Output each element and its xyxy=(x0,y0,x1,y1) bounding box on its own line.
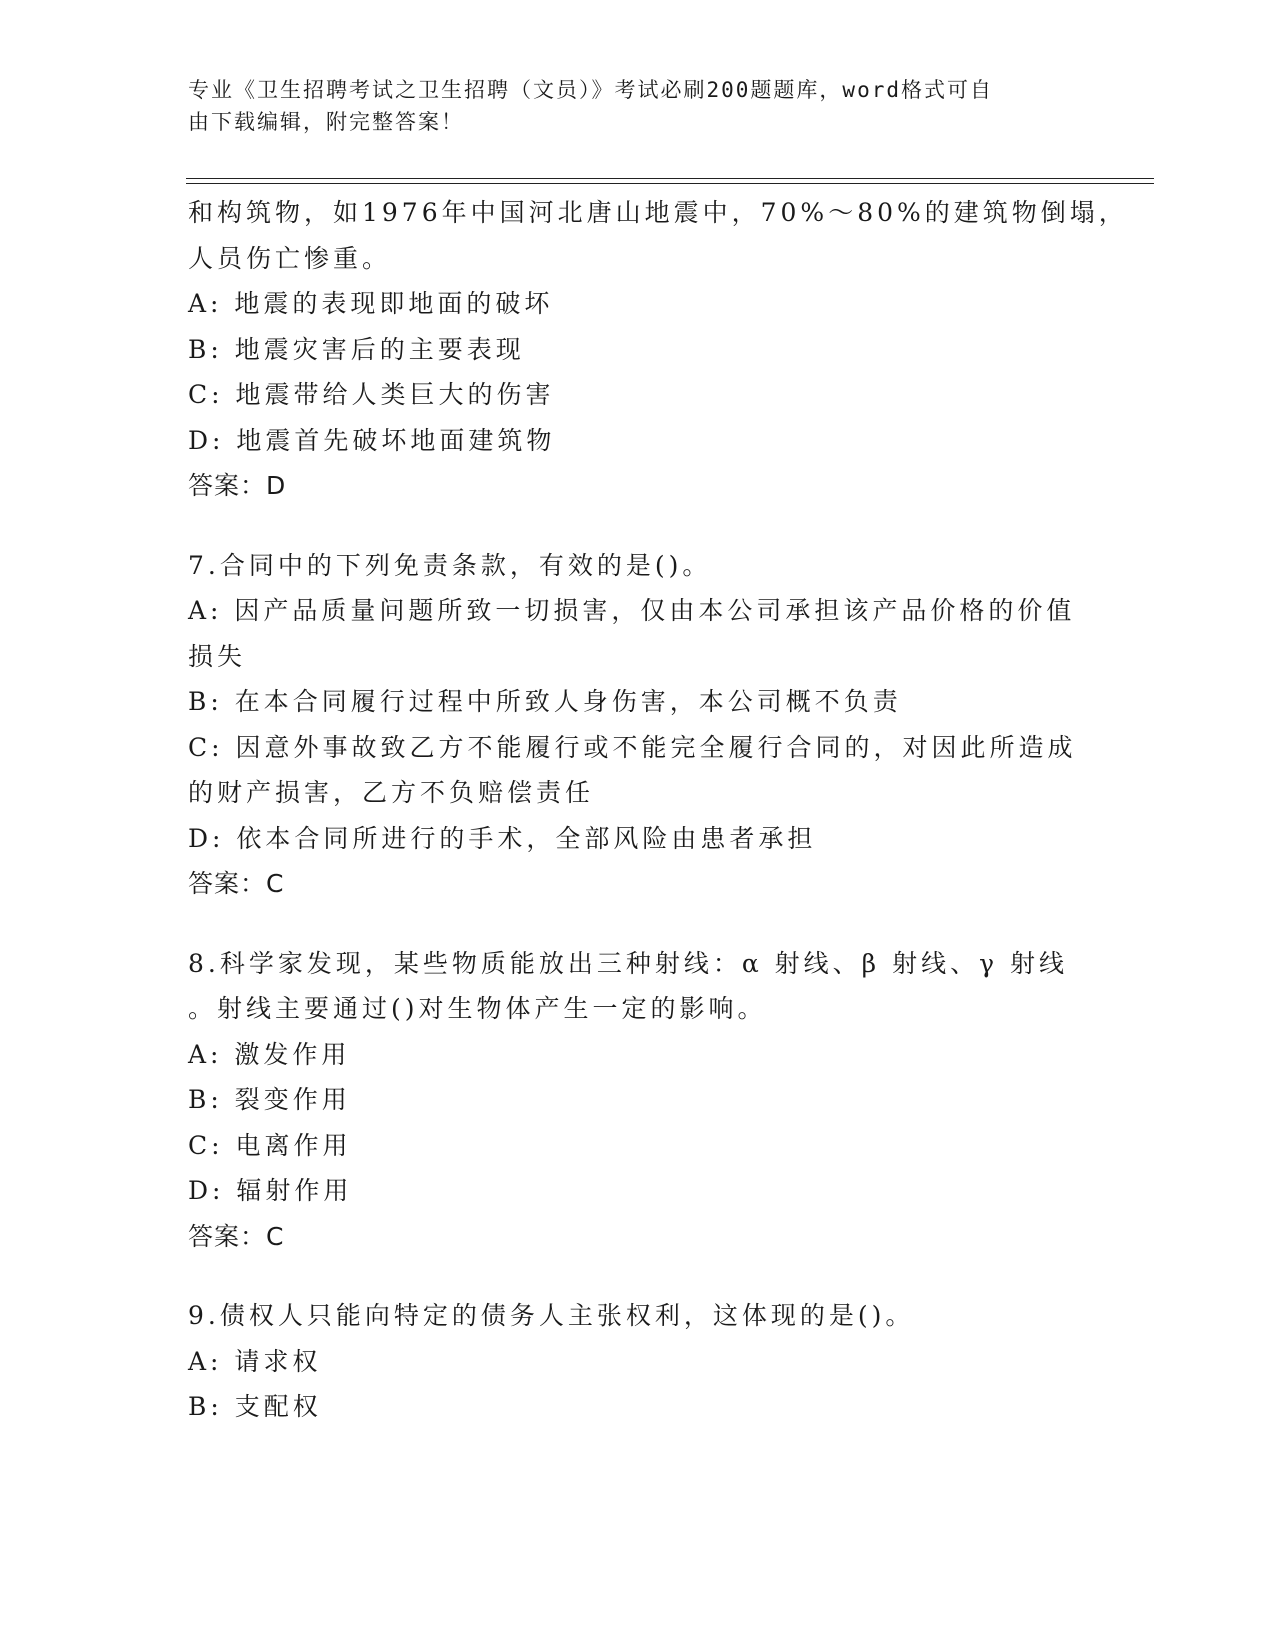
document-header xyxy=(188,74,1068,138)
option-d: D: 辐射作用 xyxy=(188,1176,353,1205)
question-text-line-2: 人员伤亡惨重。 xyxy=(188,243,392,273)
question-9 xyxy=(188,1293,1088,1430)
document-body xyxy=(188,190,1128,1430)
option-a-line-1: A: 因产品质量问题所致一切损害，仅由本公司承担该产品价格的价值 xyxy=(188,596,1076,625)
option-b: B: 在本合同履行过程中所致人身伤害，本公司概不负责 xyxy=(188,687,902,716)
question-7 xyxy=(188,543,1088,907)
spacer xyxy=(188,907,1088,941)
answer-line: 答案：C xyxy=(188,869,285,898)
header-divider-top xyxy=(186,178,1154,179)
question-continuation xyxy=(188,190,1128,509)
spacer xyxy=(188,1259,1088,1293)
question-8 xyxy=(188,941,1088,1260)
option-a: A: 地震的表现即地面的破坏 xyxy=(188,289,554,318)
option-b: B: 支配权 xyxy=(188,1392,322,1421)
spacer xyxy=(188,509,1088,543)
option-c-line-1: C: 因意外事故致乙方不能履行或不能完全履行合同的，对因此所造成 xyxy=(188,732,1077,762)
option-c-line-2: 的财产损害，乙方不负赔偿责任 xyxy=(188,778,595,807)
answer-line: 答案：D xyxy=(188,471,287,500)
header-line-1: 专业《卫生招聘考试之卫生招聘（文员）》考试必刷200题题库，word格式可自 xyxy=(188,78,993,102)
question-text: 7.合同中的下列免责条款，有效的是()。 xyxy=(188,550,712,580)
option-d: D: 依本合同所进行的手术，全部风险由患者承担 xyxy=(188,823,817,853)
option-a: A: 请求权 xyxy=(188,1346,322,1376)
option-d: D: 地震首先破坏地面建筑物 xyxy=(188,425,556,455)
question-text-line-1: 和构筑物，如1976年中国河北唐山地震中，70%～80%的建筑物倒塌， xyxy=(188,198,1128,227)
option-c: C: 地震带给人类巨大的伤害 xyxy=(188,380,555,409)
option-a-line-2: 损失 xyxy=(188,641,247,671)
option-b: B: 裂变作用 xyxy=(188,1085,351,1114)
question-text-line-1: 8.科学家发现，某些物质能放出三种射线：α 射线、β 射线、γ 射线 xyxy=(188,948,1068,978)
option-c: C: 电离作用 xyxy=(188,1130,352,1160)
header-line-2: 由下载编辑，附完整答案！ xyxy=(188,110,464,134)
option-a: A: 激发作用 xyxy=(188,1039,351,1069)
header-divider-bottom xyxy=(186,183,1154,184)
question-text: 9.债权人只能向特定的债务人主张权利，这体现的是()。 xyxy=(188,1301,915,1330)
question-text-line-2: 。射线主要通过()对生物体产生一定的影响。 xyxy=(188,994,767,1023)
answer-line: 答案：C xyxy=(188,1221,285,1251)
option-b: B: 地震灾害后的主要表现 xyxy=(188,334,525,364)
